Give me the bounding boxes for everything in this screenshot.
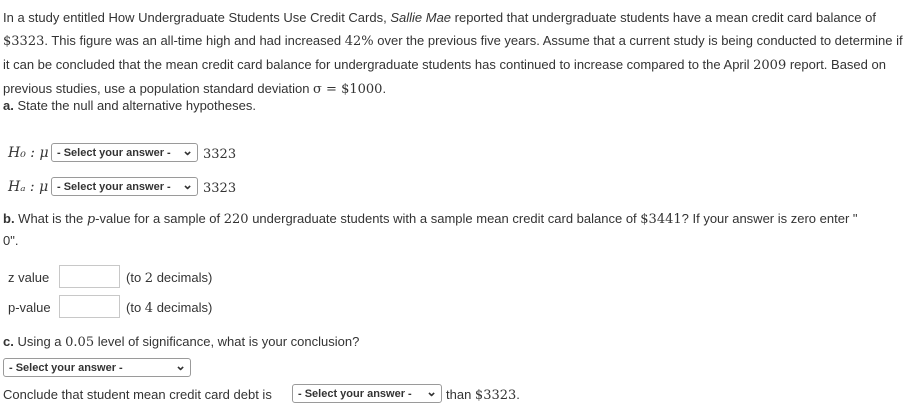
z-value-label: z value	[8, 270, 50, 285]
conclusion-sentence-suffix: than $3323.	[446, 387, 520, 403]
ha-label: Hₐ : μ	[8, 179, 49, 195]
h0-value: 3323	[203, 147, 237, 162]
h0-label: H₀ : μ	[8, 145, 49, 161]
part-c-prompt: c. Using a 0.05 level of significance, what is your conclusion?	[3, 334, 360, 350]
intro-percent: 42%	[344, 34, 374, 49]
z-value-input[interactable]	[59, 265, 120, 288]
chevron-down-icon: ⌄	[182, 177, 193, 192]
h0-operator-select[interactable]	[51, 143, 198, 162]
problem-statement	[3, 6, 909, 101]
part-b-prompt: b. What is the p-value for a sample of 220 undergraduate students with a sample mean credit card balance of $3441? If your answer is zero enter " 0".	[3, 211, 858, 248]
h0-select-text: - Select your answer -	[57, 146, 171, 159]
intro-text-1: In a study entitled How Undergraduate Students Use Credit Cards,	[3, 10, 391, 25]
intro-text-6: .	[382, 81, 387, 96]
conclusion-select[interactable]	[3, 358, 191, 377]
intro-sigma: σ = $1000	[313, 82, 383, 97]
part-a-text: State the null and alternative hypotheses.	[13, 98, 256, 113]
comparison-select-text: - Select your answer -	[298, 387, 412, 400]
part-a-prompt	[3, 98, 256, 113]
z-value-hint: (to 2 decimals)	[126, 270, 213, 286]
conclusion-sentence-prefix: Conclude that student mean credit card debt is	[3, 387, 272, 402]
intro-text-3: . This figure was an all-time high and had increased	[44, 33, 345, 48]
chevron-down-icon: ⌄	[426, 384, 437, 399]
intro-org: Sallie Mae	[390, 10, 452, 25]
comparison-select[interactable]	[292, 384, 442, 403]
intro-text-4: over the previous five years. Assume that a current study is being conducted to determine if it can be concluded that the mean credit card balance for undergraduate students has continued to increase compared to the April	[3, 33, 903, 72]
intro-mean-balance: $3323	[3, 34, 45, 49]
p-value-label: p-value	[8, 300, 51, 315]
p-value-hint: (to 4 decimals)	[126, 300, 213, 316]
intro-year: 2009	[753, 58, 787, 73]
p-value-input[interactable]	[59, 295, 120, 318]
part-a-label: a.	[3, 98, 14, 113]
chevron-down-icon: ⌄	[175, 358, 186, 373]
intro-text-2: reported that undergraduate students have a mean credit card balance of	[451, 10, 876, 25]
ha-select-text: - Select your answer -	[57, 180, 171, 193]
intro-text-5: report. Based on previous studies, use a population standard deviation	[3, 57, 886, 96]
ha-value: 3323	[203, 181, 237, 196]
chevron-down-icon: ⌄	[182, 143, 193, 158]
conclusion-select-text: - Select your answer -	[9, 361, 123, 374]
ha-operator-select[interactable]	[51, 177, 198, 196]
